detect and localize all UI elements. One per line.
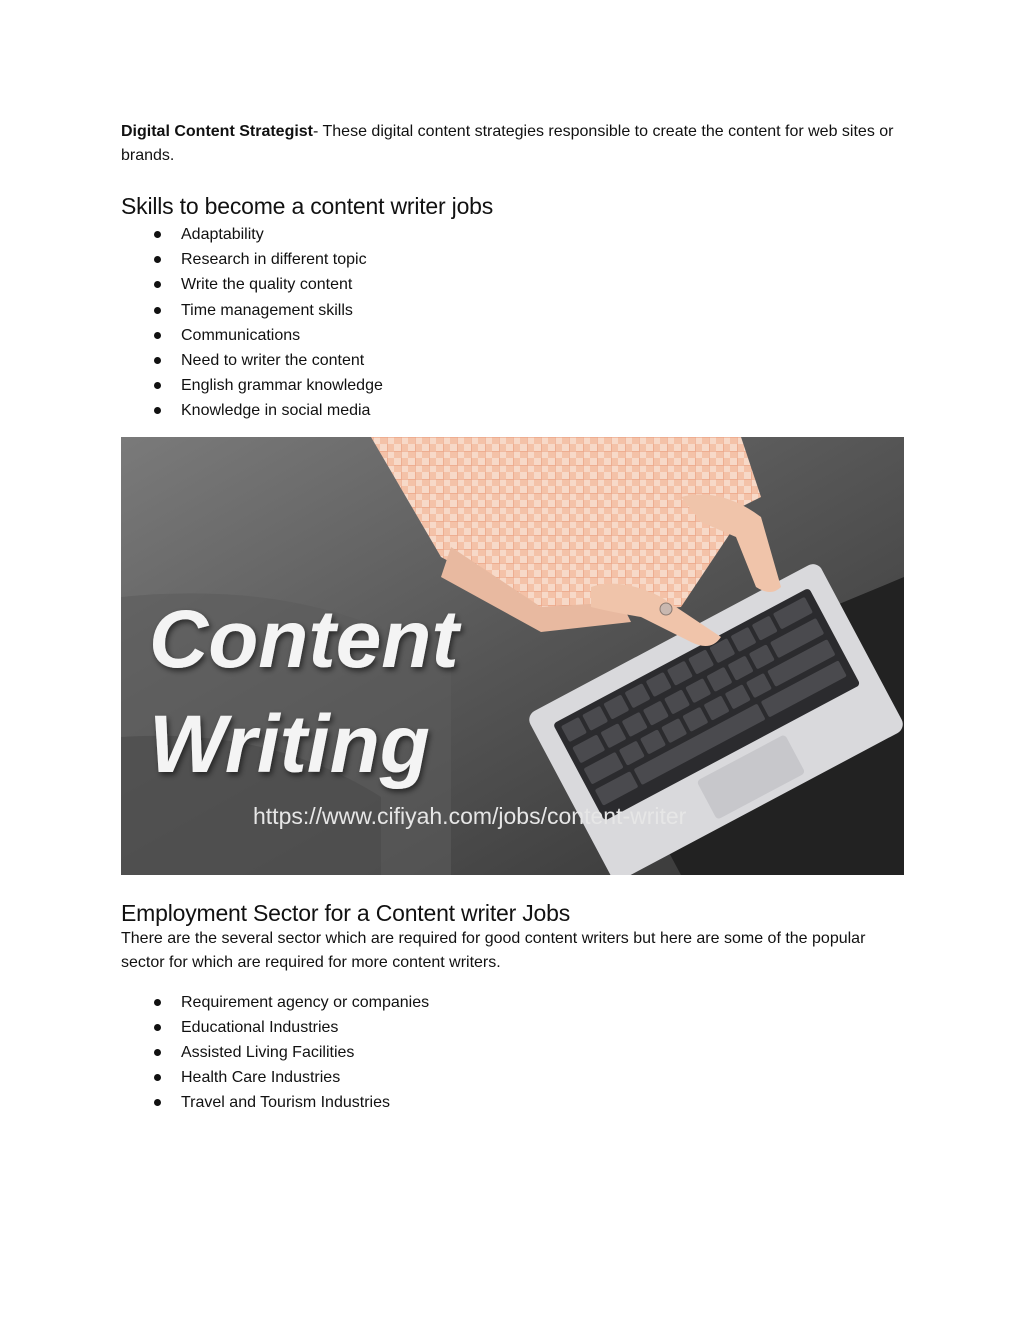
skills-list [121, 222, 904, 424]
hero-illustration [121, 437, 904, 875]
hero-title-line2: Writing [149, 698, 430, 790]
skills-heading: Skills to become a content writer jobs [121, 193, 494, 219]
list-item: Write the quality content [121, 272, 904, 297]
document-page [121, 120, 904, 1115]
list-item: Health Care Industries [121, 1065, 904, 1090]
list-item: Communications [121, 323, 904, 348]
list-item: Assisted Living Facilities [121, 1040, 904, 1065]
employment-heading: Employment Sector for a Content writer Jobs [121, 899, 571, 926]
intro-text: - These digital content strategies responsible to create the content for web sites or brands. [121, 123, 894, 164]
sectors-list [121, 990, 904, 1116]
list-item: Need to writer the content [121, 348, 904, 373]
list-item: Adaptability [121, 222, 904, 247]
intro-term: Digital Content Strategist [121, 123, 314, 140]
intro-paragraph [121, 120, 904, 168]
employment-paragraph: There are the several sector which are required for good content writers but here are some of the popular sector for which are required for more content writers. [121, 929, 866, 971]
list-item: Requirement agency or companies [121, 990, 904, 1015]
hero-url: https://www.cifiyah.com/jobs/content-writer [253, 802, 687, 829]
list-item: English grammar knowledge [121, 373, 904, 398]
list-item: Knowledge in social media [121, 398, 904, 423]
list-item: Time management skills [121, 298, 904, 323]
content-writing-image [121, 437, 904, 875]
list-item: Educational Industries [121, 1015, 904, 1040]
list-item: Research in different topic [121, 247, 904, 272]
hero-title-line1: Content [149, 593, 459, 685]
list-item: Travel and Tourism Industries [121, 1090, 904, 1115]
